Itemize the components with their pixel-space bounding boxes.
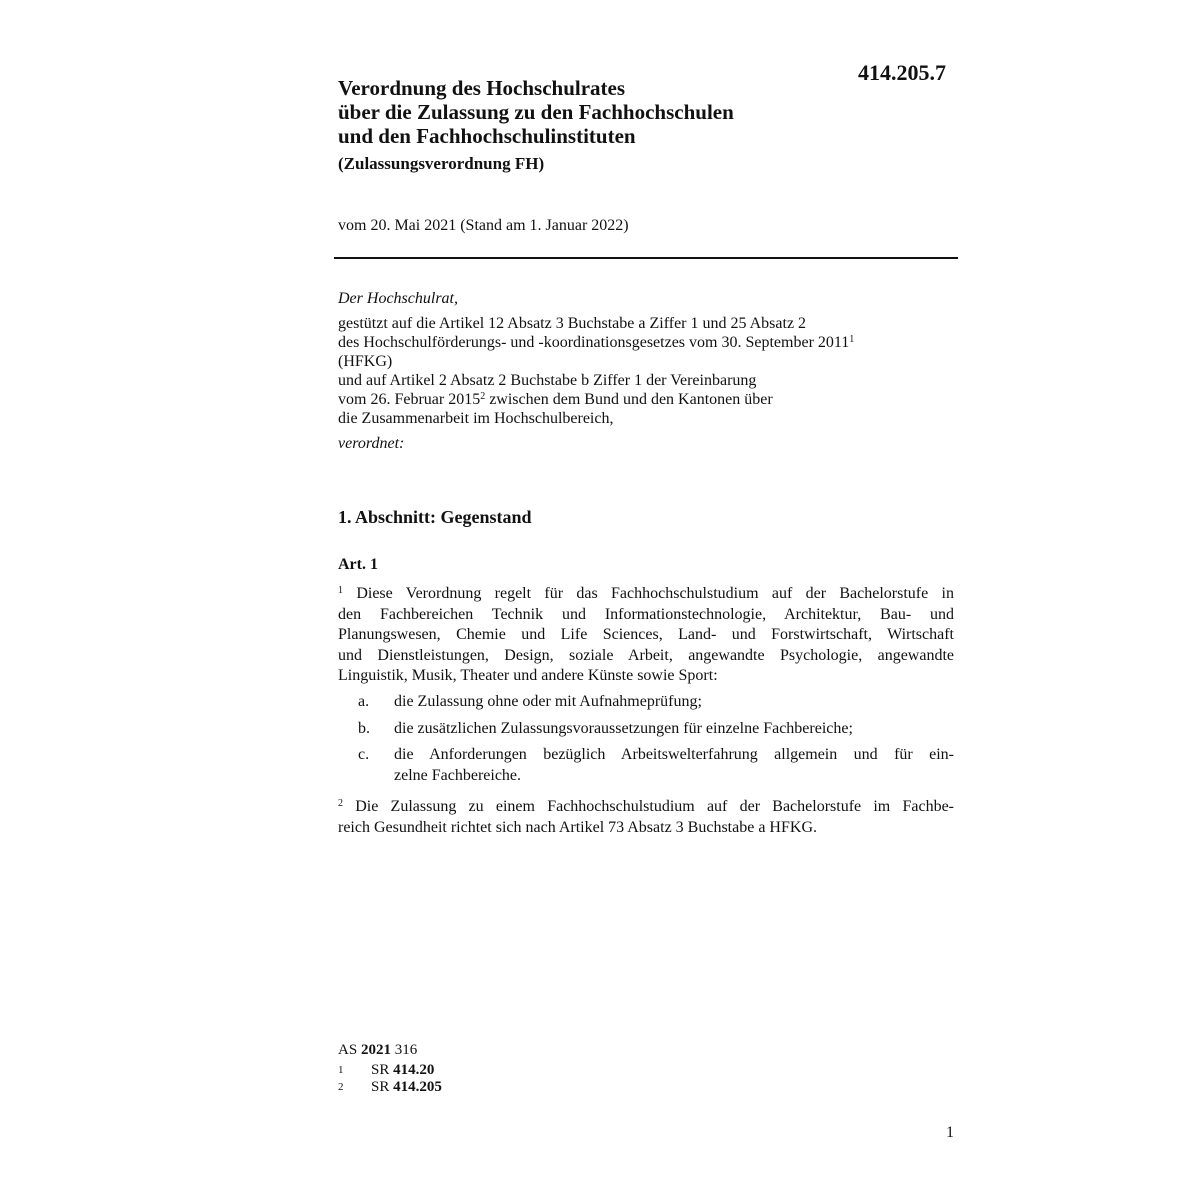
list-letter: b.: [358, 719, 370, 737]
paragraph-number: 1: [338, 585, 343, 596]
paragraph-text: Diese Verordnung regelt für das Fachhochschulstudium auf der Bachelorstufe in: [343, 585, 954, 602]
decrees-label: verordnet:: [338, 435, 405, 452]
preamble-line: und auf Artikel 2 Absatz 2 Buchstabe b Ziffer 1 der Vereinbarung: [338, 372, 757, 389]
article-paragraph-2: [338, 797, 954, 838]
list-letter: c.: [358, 746, 370, 763]
paragraph-line: [338, 797, 954, 818]
paragraph-line: Linguistik, Musik, Theater und andere Künste sowie Sport:: [338, 667, 718, 684]
paragraph-line: Planungswesen, Chemie und Life Sciences, Land- und Forstwirtschaft, Wirtschaft: [338, 626, 954, 643]
paragraph-line: den Fachbereichen Technik und Informationstechnologie, Architektur, Bau- und: [338, 605, 954, 623]
date-line: vom 20. Mai 2021 (Stand am 1. Januar 2022): [338, 217, 629, 234]
list-letter: a.: [358, 693, 370, 710]
horizontal-rule: [334, 257, 958, 259]
title-line: und den Fachhochschulinstituten: [338, 124, 636, 148]
footnote: [338, 1079, 442, 1096]
footnote-ref[interactable]: 2: [480, 391, 486, 402]
footnote-text[interactable]: SR 414.20: [371, 1062, 435, 1078]
paragraph-line: reich Gesundheit richtet sich nach Artikel 73 Absatz 3 Buchstabe a HFKG.: [338, 818, 817, 836]
list-text: die zusätzlichen Zulassungsvoraussetzungen für einzelne Fachbereiche;: [394, 719, 853, 737]
footnote: [338, 1062, 442, 1079]
footnote-ref[interactable]: 1: [849, 334, 855, 345]
list-item: [358, 745, 954, 786]
preamble: [338, 289, 938, 453]
list-text: die Zulassung ohne oder mit Aufnahmeprüfung;: [394, 693, 702, 710]
preamble-line: (HFKG): [338, 353, 393, 370]
list-item: [358, 692, 954, 713]
article-paragraph-1: [338, 584, 954, 687]
preamble-text: vom 26. Februar 2015: [338, 391, 481, 408]
document-title: [338, 76, 838, 148]
article-heading: Art. 1: [338, 556, 378, 573]
preamble-text: zwischen dem Bund und den Kantonen über: [485, 391, 773, 408]
paragraph-line: und Dienstleistungen, Design, soziale Arbeit, angewandte Psychologie, angewandte: [338, 646, 954, 664]
title-line: über die Zulassung zu den Fachhochschulen: [338, 100, 734, 124]
preamble-line: [338, 333, 938, 352]
paragraph-line: [338, 584, 954, 605]
preamble-line: die Zusammenarbeit im Hochschulbereich,: [338, 410, 614, 427]
article-list: [358, 692, 954, 792]
preamble-line: [338, 390, 938, 409]
official-collection-ref: AS 2021 316: [338, 1042, 418, 1058]
page-number: 1: [946, 1124, 954, 1141]
footnote-number: 1: [338, 1064, 344, 1076]
paragraph-number: 2: [338, 798, 343, 809]
footnotes: [338, 1062, 442, 1096]
list-text: die Anforderungen bezüglich Arbeitswelterfahrung allgemein und für ein- zelne Fachbereiche.: [394, 746, 954, 784]
footnote-text[interactable]: SR 414.205: [371, 1079, 442, 1095]
sr-number: 414.205.7: [858, 60, 946, 85]
paragraph-text: Die Zulassung zu einem Fachhochschulstudium auf der Bachelorstufe im Fachbe-: [343, 798, 954, 815]
title-line: Verordnung des Hochschulrates: [338, 76, 626, 100]
issuer: Der Hochschulrat,: [338, 290, 458, 307]
preamble-line: gestützt auf die Artikel 12 Absatz 3 Buchstabe a Ziffer 1 und 25 Absatz 2: [338, 315, 807, 332]
footnote-number: 2: [338, 1081, 344, 1093]
short-title: (Zulassungsverordnung FH): [338, 154, 545, 173]
preamble-text: des Hochschulförderungs- und -koordinationsgesetzes vom 30. September 2011: [338, 334, 850, 351]
list-item: [358, 719, 954, 740]
section-heading: 1. Abschnitt: Gegenstand: [338, 507, 532, 527]
